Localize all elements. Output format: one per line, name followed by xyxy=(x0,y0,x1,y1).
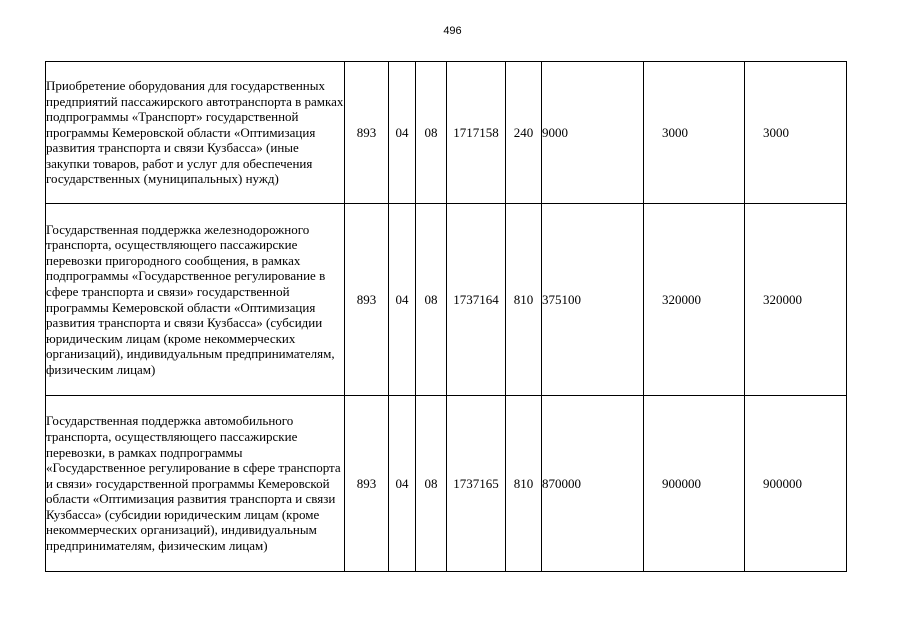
amount-3: 900000 xyxy=(745,396,847,572)
amount-1: 870000 xyxy=(542,396,644,572)
expense-type-code: 240 xyxy=(506,62,542,204)
section-code: 04 xyxy=(389,396,416,572)
row-description: Государственная поддержка автомобильного транспорта, осуществляющего пассажирские перевозки, в рамках подпрограммы «Государственное регулирование в сфере транспорта и связи» государственной программы Кемеровской области «Оптимизация развития транспорта и связи Кузбасса» (субсидии юридическим лицам (кроме некоммерческих организаций), индивидуальным предпринимателям, физическим лицам) xyxy=(46,396,345,572)
amount-2: 900000 xyxy=(644,396,745,572)
row-description: Приобретение оборудования для государственных предприятий пассажирского автотранспорта в рамках подпрограммы «Транспорт» государственной программы Кемеровской области «Оптимизация развития транспорта и связи Кузбасса» (иные закупки товаров, работ и услуг для обеспечения государственных (муниципальных) нужд) xyxy=(46,62,345,204)
page-number: 496 xyxy=(443,25,462,37)
ministry-code: 893 xyxy=(345,62,389,204)
table-row xyxy=(46,62,847,204)
amount-1: 375100 xyxy=(542,204,644,396)
budget-table xyxy=(45,61,847,572)
expense-type-code: 810 xyxy=(506,396,542,572)
table-row xyxy=(46,396,847,572)
target-article-code: 1737164 xyxy=(447,204,506,396)
subsection-code: 08 xyxy=(416,204,447,396)
amount-2: 320000 xyxy=(644,204,745,396)
row-description: Государственная поддержка железнодорожного транспорта, осуществляющего пассажирские перевозки пригородного сообщения, в рамках подпрограммы «Государственное регулирование в сфере транспорта и связи» государственной программы Кемеровской области «Оптимизация развития транспорта и связи Кузбасса» (субсидии юридическим лицам (кроме некоммерческих организаций), индивидуальным предпринимателям, физическим лицам) xyxy=(46,204,345,396)
ministry-code: 893 xyxy=(345,396,389,572)
target-article-code: 1717158 xyxy=(447,62,506,204)
section-code: 04 xyxy=(389,204,416,396)
ministry-code: 893 xyxy=(345,204,389,396)
amount-3: 320000 xyxy=(745,204,847,396)
table-row xyxy=(46,204,847,396)
subsection-code: 08 xyxy=(416,62,447,204)
amount-3: 3000 xyxy=(745,62,847,204)
target-article-code: 1737165 xyxy=(447,396,506,572)
expense-type-code: 810 xyxy=(506,204,542,396)
subsection-code: 08 xyxy=(416,396,447,572)
section-code: 04 xyxy=(389,62,416,204)
amount-1: 9000 xyxy=(542,62,644,204)
amount-2: 3000 xyxy=(644,62,745,204)
